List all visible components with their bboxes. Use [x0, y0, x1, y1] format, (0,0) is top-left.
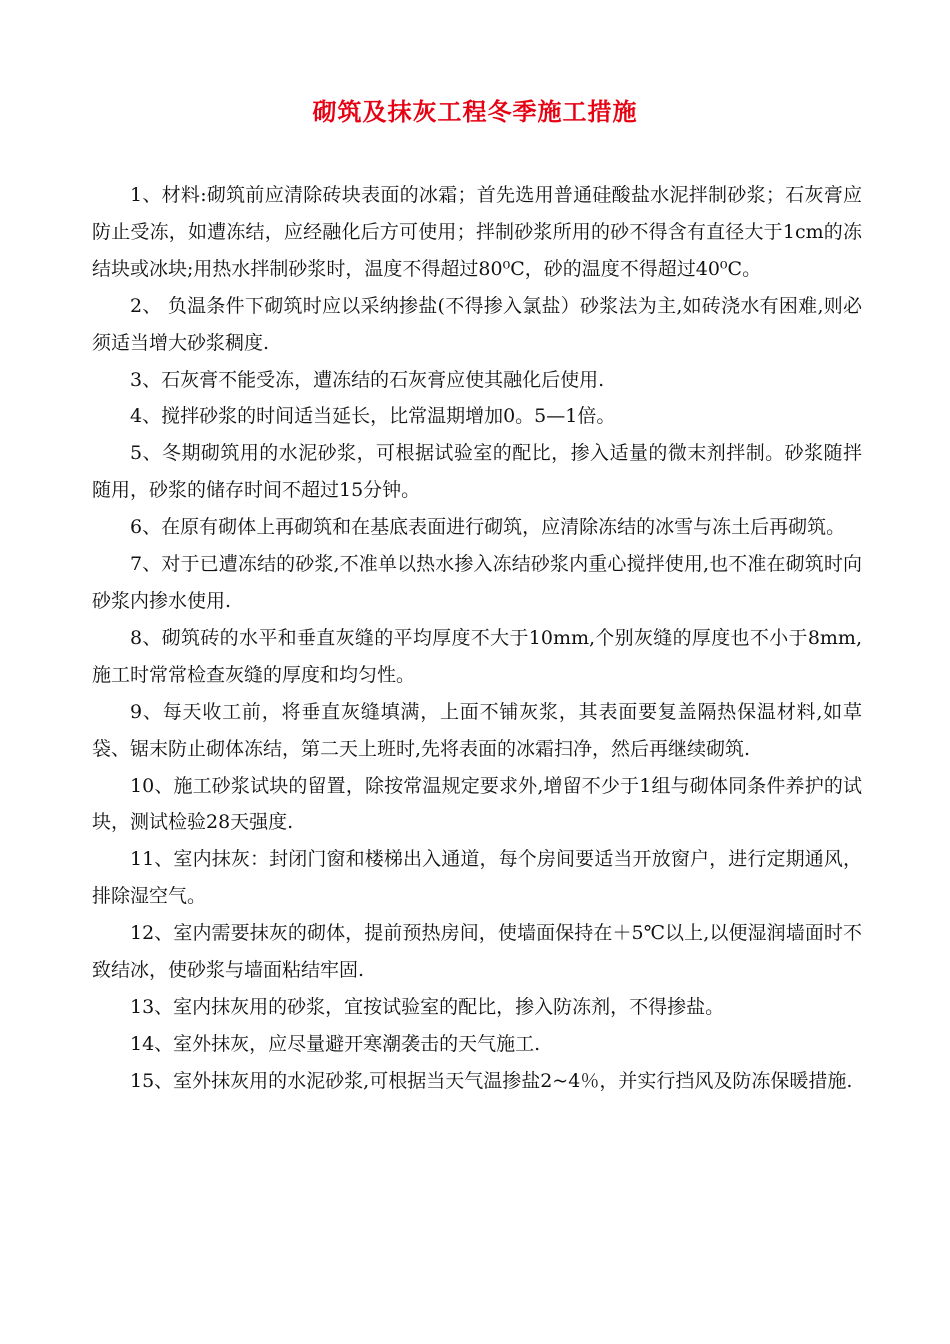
- document-body: [92, 177, 862, 1100]
- paragraph-2: 2、 负温条件下砌筑时应以采纳掺盐(不得掺入氯盐）砂浆法为主,如砖浇水有困难,则必须适当增大砂浆稠度.: [92, 294, 862, 354]
- paragraph-4: 4、搅拌砂浆的时间适当延长，比常温期增加0。5—1倍。: [130, 405, 616, 428]
- paragraph-6: 6、在原有砌体上再砌筑和在基底表面进行砌筑，应清除冻结的冰雪与冻土后再砌筑。: [130, 516, 846, 539]
- paragraph-11: 11、室内抹灰：封闭门窗和楼梯出入通道，每个房间要适当开放窗户，进行定期通风，排除湿空气。: [92, 848, 862, 908]
- document-title: 砌筑及抹灰工程冬季施工措施: [312, 98, 638, 126]
- paragraph-15: 15、室外抹灰用的水泥砂浆,可根据当天气温掺盐2~4％，并实行挡风及防冻保暖措施.: [130, 1069, 853, 1092]
- paragraph-3: 3、石灰膏不能受冻，遭冻结的石灰膏应使其融化后使用.: [130, 368, 605, 391]
- paragraph-1: 1、材料:砌筑前应清除砖块表面的冰霜；首先选用普通硅酸盐水泥拌制砂浆；石灰膏应防止受冻，如遭冻结，应经融化后方可使用；拌制砂浆所用的砂不得含有直径大于1cm的冻结块或冰块;用热水拌制砂浆时，温度不得超过80⁰C，砂的温度不得超过40⁰C。: [92, 184, 862, 280]
- paragraph-12: 12、室内需要抹灰的砌体，提前预热房间，使墙面保持在＋5℃以上,以便湿润墙面时不致结冰，使砂浆与墙面粘结牢固.: [92, 922, 862, 982]
- paragraph-8: 8、砌筑砖的水平和垂直灰缝的平均厚度不大于10mm,个别灰缝的厚度也不小于8mm,施工时常常检查灰缝的厚度和均匀性。: [92, 626, 862, 686]
- paragraph-14: 14、室外抹灰，应尽量避开寒潮袭击的天气施工.: [130, 1032, 541, 1055]
- paragraph-7: 7、对于已遭冻结的砂浆,不准单以热水掺入冻结砂浆内重心搅拌使用,也不准在砌筑时向砂浆内掺水使用.: [92, 553, 862, 612]
- paragraph-9: 9、每天收工前，将垂直灰缝填满，上面不铺灰浆，其表面要复盖隔热保温材料,如草袋、锯末防止砌体冻结，第二天上班时,先将表面的冰霜扫净，然后再继续砌筑.: [92, 700, 862, 760]
- paragraph-10: 10、施工砂浆试块的留置，除按常温规定要求外,增留不少于1组与砌体同条件养护的试块，测试检验28天强度.: [92, 774, 862, 834]
- paragraph-13: 13、室内抹灰用的砂浆，宜按试验室的配比，掺入防冻剂，不得掺盐。: [130, 995, 725, 1018]
- paragraph-5: 5、冬期砌筑用的水泥砂浆，可根据试验室的配比，掺入适量的微末剂拌制。砂浆随拌随用，砂浆的储存时间不超过15分钟。: [92, 442, 862, 502]
